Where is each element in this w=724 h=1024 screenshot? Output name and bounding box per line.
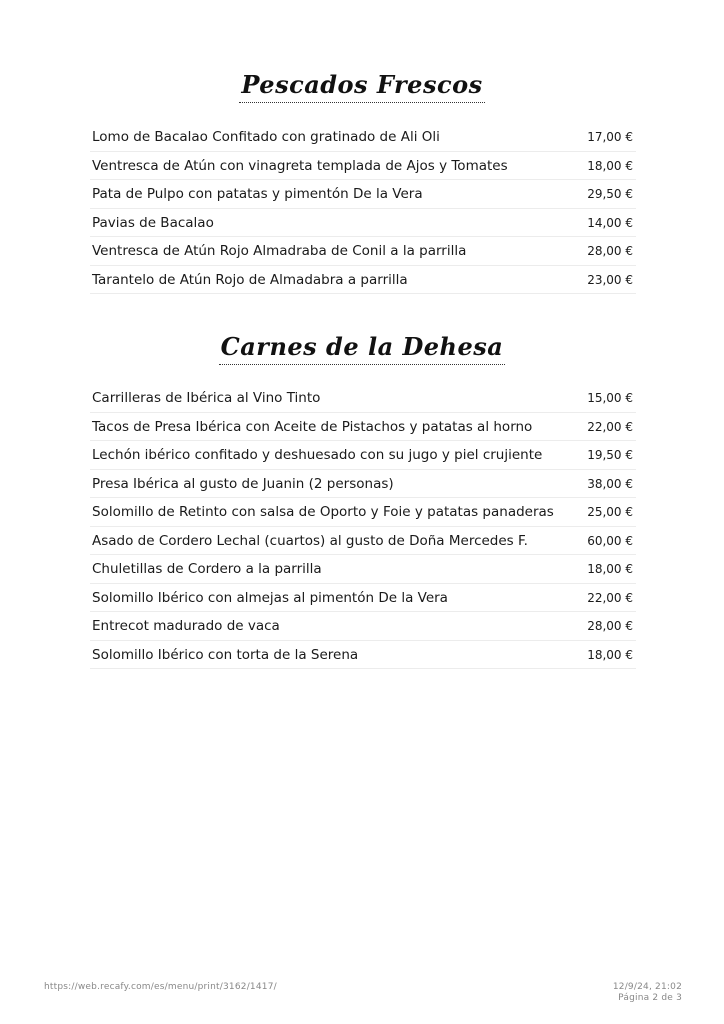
menu-item-price: 38,00 € xyxy=(587,476,633,491)
menu-item xyxy=(90,237,636,266)
menu-item-name: Lomo de Bacalao Confitado con gratinado de Ali Oli xyxy=(92,129,440,145)
menu-item xyxy=(90,470,636,499)
menu-item xyxy=(90,266,636,295)
menu-item-price: 60,00 € xyxy=(587,533,633,548)
menu-list-carnes xyxy=(90,384,636,669)
menu-item-price: 22,00 € xyxy=(587,590,633,605)
menu-item-name: Asado de Cordero Lechal (cuartos) al gusto de Doña Mercedes F. xyxy=(92,532,528,549)
menu-item-name: Solomillo Ibérico con torta de la Serena xyxy=(92,646,359,663)
footer-page-number: Página 2 de 3 xyxy=(618,993,682,1003)
menu-item-name: Ventresca de Atún Rojo Almadraba de Conil a la parrilla xyxy=(92,243,467,259)
section-title-carnes-de-la-dehesa xyxy=(0,332,724,365)
menu-item-name: Tacos de Presa Ibérica con Aceite de Pistachos y patatas al horno xyxy=(92,418,533,435)
menu-item-name: Solomillo de Retinto con salsa de Oporto y Foie y patatas panaderas xyxy=(92,504,554,520)
menu-item xyxy=(90,612,636,641)
menu-item xyxy=(90,123,636,152)
menu-item-price: 18,00 € xyxy=(587,562,633,576)
menu-item-price: 18,00 € xyxy=(587,647,633,662)
menu-item xyxy=(90,555,636,584)
section-title-text: Carnes de la Dehesa xyxy=(219,332,506,365)
footer-url: https://web.recafy.com/es/menu/print/3162/1417/ xyxy=(44,982,277,992)
menu-item-name: Solomillo Ibérico con almejas al pimentón De la Vera xyxy=(92,589,448,606)
menu-item-name: Pata de Pulpo con patatas y pimentón De la Vera xyxy=(92,186,423,202)
menu-item xyxy=(90,498,636,527)
menu-item-price: 15,00 € xyxy=(587,391,633,405)
menu-item xyxy=(90,584,636,613)
menu-item-name: Tarantelo de Atún Rojo de Almadabra a parrilla xyxy=(92,271,408,288)
menu-list-pescados xyxy=(90,123,636,294)
section-title-pescados-frescos xyxy=(0,70,724,103)
menu-item xyxy=(90,384,636,413)
menu-item-name: Pavias de Bacalao xyxy=(92,214,214,231)
menu-item xyxy=(90,441,636,470)
menu-item-price: 25,00 € xyxy=(587,505,633,519)
menu-item-price: 19,50 € xyxy=(587,448,633,462)
footer-datetime: 12/9/24, 21:02 xyxy=(612,982,682,992)
menu-item-name: Presa Ibérica al gusto de Juanin (2 personas) xyxy=(92,475,394,492)
menu-item-price: 18,00 € xyxy=(587,158,633,173)
menu-item xyxy=(90,180,636,209)
footer-meta xyxy=(613,982,682,1004)
menu-item xyxy=(90,152,636,181)
menu-item-price: 14,00 € xyxy=(587,215,633,230)
menu-item xyxy=(90,641,636,670)
menu-item-name: Chuletillas de Cordero a la parrilla xyxy=(92,561,322,577)
menu-item-name: Entrecot madurado de vaca xyxy=(92,618,280,634)
menu-item-price: 22,00 € xyxy=(587,419,633,434)
menu-item-price: 28,00 € xyxy=(587,619,633,633)
menu-item-price: 17,00 € xyxy=(587,130,633,144)
menu-item-price: 28,00 € xyxy=(587,244,633,258)
menu-item-price: 23,00 € xyxy=(587,272,633,287)
menu-item xyxy=(90,527,636,556)
menu-item xyxy=(90,209,636,238)
menu-item xyxy=(90,413,636,442)
menu-item-name: Carrilleras de Ibérica al Vino Tinto xyxy=(92,390,321,406)
menu-item-name: Lechón ibérico confitado y deshuesado con su jugo y piel crujiente xyxy=(92,447,543,463)
menu-item-price: 29,50 € xyxy=(587,187,633,201)
menu-item-name: Ventresca de Atún con vinagreta templada de Ajos y Tomates xyxy=(92,157,508,174)
section-title-text: Pescados Frescos xyxy=(239,70,484,103)
